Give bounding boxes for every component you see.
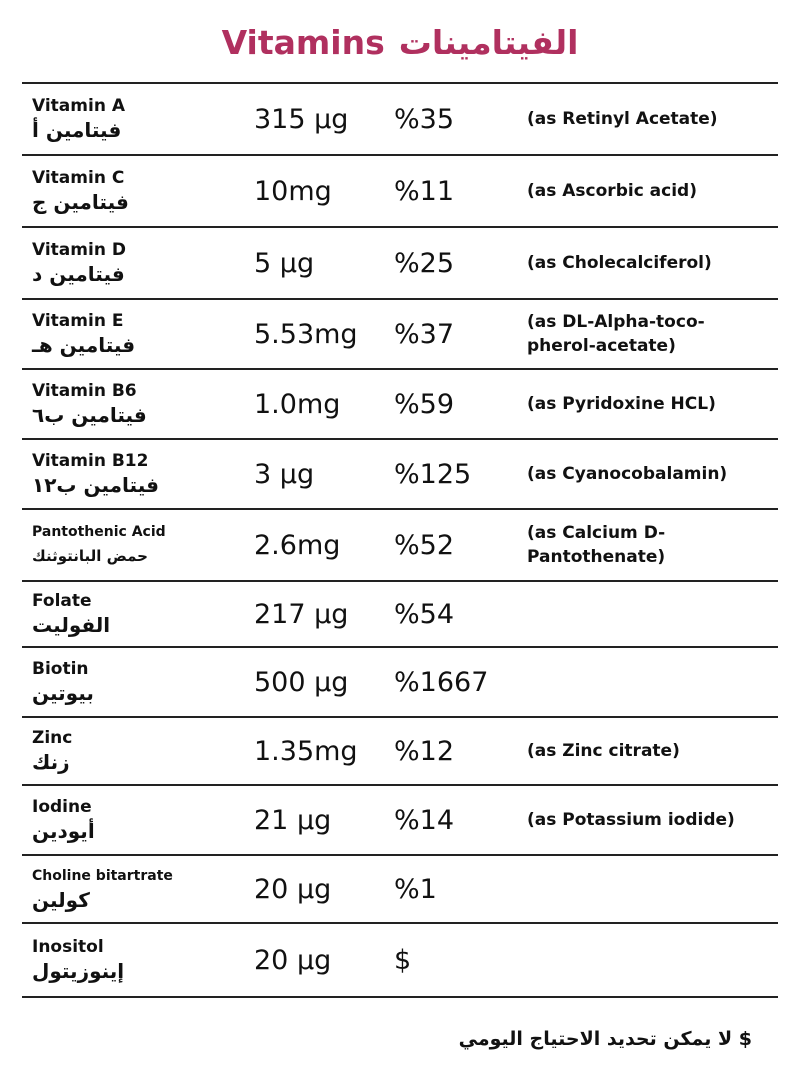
- nutrient-name-cell: [32, 786, 237, 854]
- amount-cell: 500 µg: [254, 666, 349, 698]
- amount-cell: 2.6mg: [254, 529, 341, 561]
- amount-cell: 1.0mg: [254, 388, 341, 420]
- nutrient-name-english: Vitamin B12: [32, 451, 149, 471]
- amount-cell: 315 µg: [254, 103, 349, 135]
- daily-value-cell: %37: [394, 318, 455, 350]
- amount-cell: 217 µg: [254, 598, 349, 630]
- nutrient-name-cell: [32, 156, 237, 226]
- form-cell: (as Calcium D- Pantothenate): [527, 523, 666, 567]
- nutrient-name-arabic: فيتامين هـ: [32, 333, 136, 357]
- nutrient-name-english: Vitamin C: [32, 168, 125, 188]
- nutrient-name-cell: [32, 84, 237, 154]
- form-cell: [527, 582, 777, 646]
- daily-value-cell: %11: [394, 175, 455, 207]
- table-row: [22, 924, 778, 998]
- daily-value-cell: %59: [394, 388, 455, 420]
- nutrient-name-english: Vitamin A: [32, 96, 126, 116]
- nutrient-name-english: Vitamin D: [32, 240, 126, 260]
- form-cell: (as Ascorbic acid): [527, 181, 697, 201]
- table-row: [22, 510, 778, 582]
- table-row: [22, 856, 778, 924]
- title-arabic: الفيتامينات: [398, 23, 579, 62]
- nutrient-name-arabic: إينوزيتول: [32, 959, 125, 983]
- amount-cell: 20 µg: [254, 944, 332, 976]
- form-cell: (as Cyanocobalamin): [527, 464, 728, 484]
- form-cell: [527, 924, 777, 996]
- daily-value-cell: %1: [394, 873, 437, 905]
- nutrient-name-cell: [32, 228, 237, 298]
- nutrient-name-cell: [32, 648, 237, 716]
- form-cell: (as Zinc citrate): [527, 741, 680, 761]
- nutrient-name-cell: [32, 924, 237, 996]
- form-cell: (as Potassium iodide): [527, 810, 735, 830]
- amount-cell: 21 µg: [254, 804, 332, 836]
- amount-cell: 3 µg: [254, 458, 315, 490]
- form-cell: [527, 856, 777, 922]
- nutrient-name-english: Folate: [32, 591, 92, 611]
- nutrient-name-english: Iodine: [32, 797, 92, 817]
- table-row: [22, 582, 778, 648]
- nutrient-name-arabic: فيتامين د: [32, 262, 125, 286]
- nutrient-name-english: Pantothenic Acid: [32, 524, 166, 540]
- table-row: [22, 300, 778, 370]
- daily-value-cell: %54: [394, 598, 455, 630]
- title-english: Vitamins: [221, 23, 385, 62]
- table-row: [22, 786, 778, 856]
- nutrient-name-arabic: فيتامين أ: [32, 118, 122, 142]
- nutrient-name-arabic: فيتامين ج: [32, 190, 129, 214]
- amount-cell: 5.53mg: [254, 318, 358, 350]
- nutrient-name-cell: [32, 510, 237, 580]
- nutrient-name-arabic: الفوليت: [32, 613, 111, 637]
- daily-value-cell: %52: [394, 529, 455, 561]
- daily-value-cell: %125: [394, 458, 472, 490]
- form-cell: (as Retinyl Acetate): [527, 109, 718, 129]
- nutrient-name-arabic: فيتامين ب١٢: [32, 473, 159, 497]
- nutrient-name-cell: [32, 440, 237, 508]
- amount-cell: 10mg: [254, 175, 332, 207]
- daily-value-cell: %35: [394, 103, 455, 135]
- table-row: [22, 228, 778, 300]
- nutrient-name-arabic: فيتامين ب٦: [32, 403, 147, 427]
- page-title: [0, 12, 800, 74]
- vitamins-table: [22, 82, 778, 998]
- nutrient-name-arabic: زنك: [32, 750, 70, 774]
- nutrient-name-english: Inositol: [32, 937, 104, 957]
- table-row: [22, 440, 778, 510]
- footnote: $ لا يمكن تحديد الاحتياج اليومي: [458, 1028, 752, 1050]
- amount-cell: 20 µg: [254, 873, 332, 905]
- daily-value-cell: %14: [394, 804, 455, 836]
- nutrient-name-cell: [32, 718, 237, 784]
- nutrient-name-arabic: بيوتين: [32, 681, 94, 705]
- table-row: [22, 718, 778, 786]
- daily-value-cell: $: [394, 944, 412, 976]
- nutrient-name-arabic: حمض البانتوثنك: [32, 547, 148, 565]
- nutrient-name-english: Vitamin E: [32, 311, 124, 331]
- nutrient-name-cell: [32, 370, 237, 438]
- nutrient-name-english: Choline bitartrate: [32, 868, 173, 884]
- nutrient-name-english: Vitamin B6: [32, 381, 137, 401]
- form-cell: (as Pyridoxine HCL): [527, 394, 716, 414]
- table-row: [22, 648, 778, 718]
- form-cell: [527, 648, 777, 716]
- amount-cell: 1.35mg: [254, 735, 358, 767]
- daily-value-cell: %1667: [394, 666, 489, 698]
- nutrient-name-english: Zinc: [32, 728, 73, 748]
- nutrient-name-cell: [32, 300, 237, 368]
- nutrient-name-arabic: أيودين: [32, 819, 95, 843]
- nutrient-name-cell: [32, 856, 237, 922]
- form-cell: (as DL-Alpha-toco- pherol-acetate): [527, 312, 705, 356]
- amount-cell: 5 µg: [254, 247, 315, 279]
- nutrient-name-cell: [32, 582, 237, 646]
- daily-value-cell: %25: [394, 247, 455, 279]
- form-cell: (as Cholecalciferol): [527, 253, 712, 273]
- table-row: [22, 156, 778, 228]
- nutrient-name-english: Biotin: [32, 659, 89, 679]
- daily-value-cell: %12: [394, 735, 455, 767]
- table-row: [22, 84, 778, 156]
- nutrient-name-arabic: كولين: [32, 888, 90, 912]
- table-row: [22, 370, 778, 440]
